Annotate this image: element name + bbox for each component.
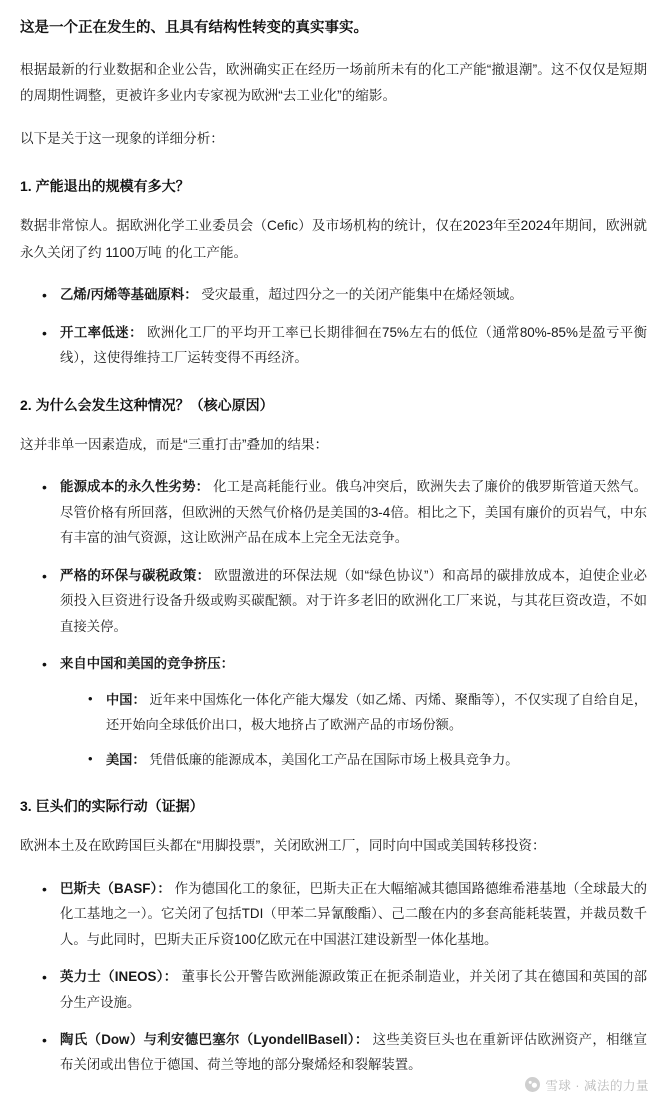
bullet-title: 陶氏（Dow）与利安德巴塞尔（LyondellBasell）： [60, 1031, 369, 1047]
list-item [42, 651, 647, 772]
list-item [42, 876, 647, 952]
list-item [42, 282, 647, 307]
sub-bullet-list [60, 687, 647, 772]
intro-paragraph-1: 根据最新的行业数据和企业公告，欧洲确实正在经历一场前所未有的化工产能“撤退潮”。这不仅仅是短期的周期性调整，更被许多业内专家视为欧洲“去工业化”的缩影。 [20, 61, 647, 104]
list-item [42, 474, 647, 550]
section-heading-2: 2. 为什么会发生这种情况？（核心原因） [20, 396, 274, 413]
sub-bullet-title: 美国： [106, 751, 146, 767]
sub-bullet-text: 近年来中国炼化一体化产能大爆发（如乙烯、丙烯、聚酯等），不仅实现了自给自足，还开始向全球低价出口，极大地挤占了欧洲产品的市场份额。 [106, 691, 648, 732]
watermark-text: 雪球 · 减法的力量 [545, 1078, 649, 1093]
sub-bullet-title: 中国： [106, 691, 146, 707]
section-paragraph-2: 这并非单一因素造成，而是“三重打击”叠加的结果： [20, 436, 329, 452]
section-heading-1: 1. 产能退出的规模有多大？ [20, 178, 190, 195]
bullet-title: 严格的环保与碳税政策： [60, 567, 211, 583]
section-paragraph-3: 欧洲本土及在欧跨国巨头都在“用脚投票”，关闭欧洲工厂，同时向中国或美国转移投资： [20, 838, 546, 854]
list-item [42, 964, 647, 1015]
bullet-text: 受灾最重，超过四分之一的关闭产能集中在烯烃领域。 [197, 287, 523, 303]
section-heading-3: 3. 巨头们的实际行动（证据） [20, 797, 204, 814]
bullet-text: 董事长公开警告欧洲能源政策正在扼杀制造业，并关闭了其在德国和英国的部分生产设施。 [60, 969, 648, 1010]
section-paragraph-1: 数据非常惊人。据欧洲化学工业委员会（Cefic）及市场机构的统计，仅在2023年至2024年期间，欧洲就永久关闭了约 1100万吨 的化工产能。 [20, 218, 647, 260]
bullet-text: 欧盟激进的环保法规（如“绿色协议”）和高昂的碳排放成本，迫使企业必须投入巨资进行设备升级或购买碳配额。对于许多老旧的欧洲化工厂来说，与其花巨资改造，不如直接关停。 [60, 567, 648, 634]
section-3-bullet-list [20, 876, 647, 1078]
section-2-bullet-list [20, 474, 647, 772]
bullet-title: 来自中国和美国的竞争挤压： [60, 656, 235, 672]
section-1-bullet-list [20, 282, 647, 370]
list-item [42, 563, 647, 639]
list-item [88, 747, 647, 772]
list-item [42, 1027, 647, 1078]
bullet-text: 作为德国化工的象征，巴斯夫正在大幅缩减其德国路德维希港基地（全球最大的化工基地之一）。它关闭了包括TDI（甲苯二异氰酸酯）、己二酸在内的多套高能耗装置，并裁员数千人。与此同时，巴斯夫正斥资100亿欧元在中国湛江建设新型一体化基地。 [60, 880, 647, 947]
bullet-title: 英力士（INEOS）： [60, 969, 178, 985]
intro-paragraph-2: 以下是关于这一现象的详细分析： [20, 130, 224, 146]
bullet-title: 能源成本的永久性劣势： [60, 479, 210, 495]
lead-statement: 这是一个正在发生的、且具有结构性转变的真实事实。 [20, 20, 368, 36]
bullet-text: 欧洲化工厂的平均开工率已长期徘徊在75%左右的低位（通常80%-85%是盈亏平衡线），这使得维持工厂运转变得不再经济。 [60, 324, 647, 366]
bullet-text: 化工是高耗能行业。俄乌冲突后，欧洲失去了廉价的俄罗斯管道天然气。尽管价格有所回落，但欧洲的天然气价格仍是美国的3-4倍。相比之下，美国有廉价的页岩气，中东有丰富的油气资源，这让欧洲产品在成本上完全无法竞争。 [60, 479, 648, 546]
bullet-title: 开工率低迷： [60, 324, 143, 340]
list-item [42, 320, 647, 371]
sub-bullet-text: 凭借低廉的能源成本，美国化工产品在国际市场上极具竞争力。 [145, 751, 519, 767]
bullet-title: 巴斯夫（BASF）： [60, 880, 171, 896]
list-item [88, 687, 647, 737]
xueqiu-logo-icon [525, 1077, 540, 1092]
bullet-title: 乙烯/丙烯等基础原料： [60, 287, 198, 303]
bullet-text: 这些美资巨头也在重新评估欧洲资产，相继宣布关闭或出售位于德国、荷兰等地的部分聚烯烃和裂解装置。 [60, 1031, 647, 1073]
watermark [525, 1076, 649, 1094]
